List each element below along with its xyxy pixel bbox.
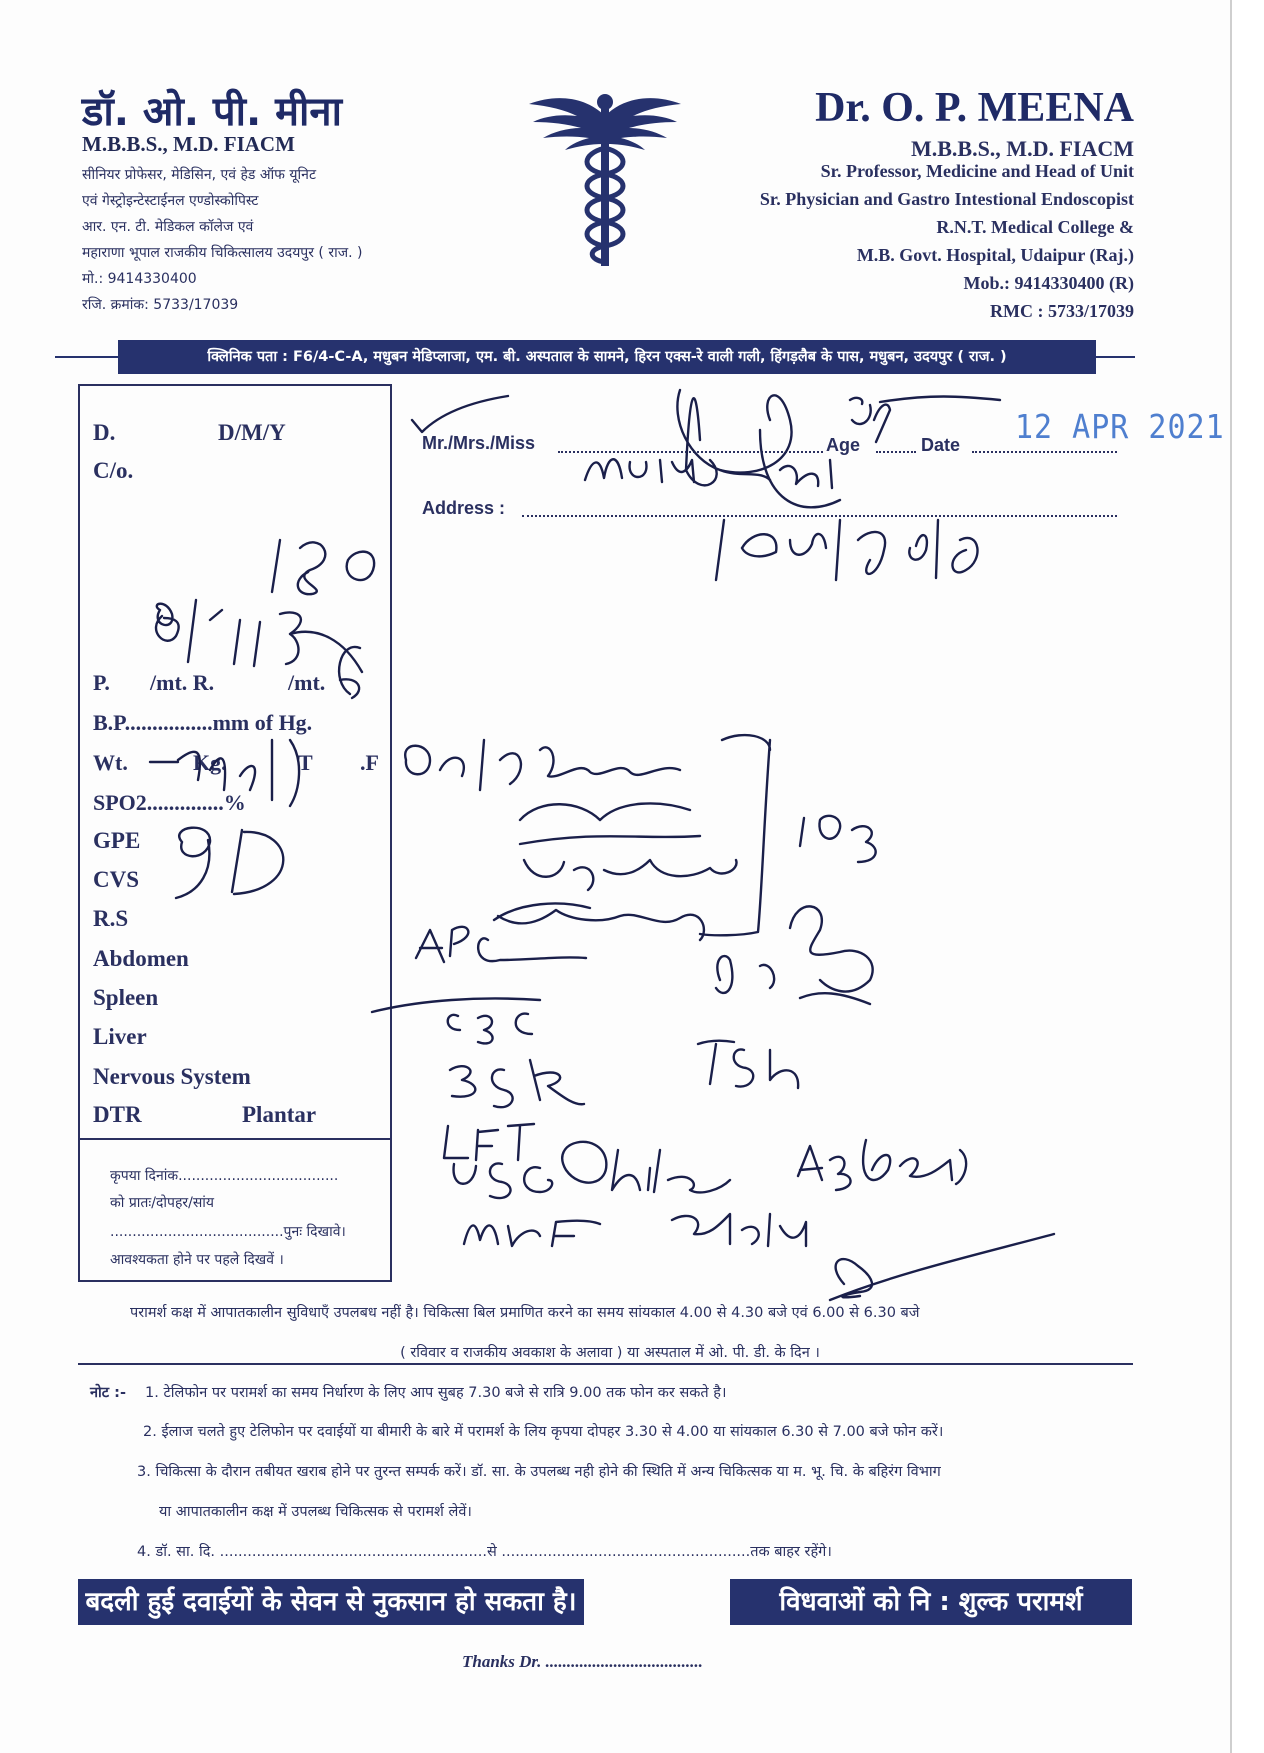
dtr-label: DTR — [93, 1102, 142, 1127]
d-label: D. — [93, 420, 116, 445]
age-label: Age — [826, 435, 861, 455]
plantar-label: Plantar — [242, 1102, 317, 1127]
abdomen-label: Abdomen — [93, 946, 189, 971]
followup-early-line: आवश्यकता होने पर पहले दिखवें । — [110, 1252, 284, 1268]
emergency-notice-line2: ( रविवार व राजकीय अवकाश के अलावा ) या अस्पताल में ओ. पी. डी. के दिन । — [400, 1345, 820, 1361]
note-3: 3. चिकित्सा के दौरान तबीयत खराब होने पर तुरन्त सम्पर्क करें। डॉ. सा. के उपलब्ध नही होने की स्थिति में अन्य चिकित्सक या म. भू. चि. के बहिरंग विभाग — [137, 1464, 941, 1480]
rs-label: R.S — [93, 906, 129, 931]
weight-label: Wt. — [93, 750, 128, 775]
emergency-notice-line1: परामर्श कक्ष में आपातकालीन सुविधाएँ उपलबध नहीं है। चिकित्सा बिल प्रमाणित करने का समय सांयकाल 4.00 से 4.30 बजे एवं 6.00 से 6.30 बजे — [130, 1305, 920, 1321]
hindi-registration: रजि. क्रमांक: 5733/17039 — [82, 297, 239, 313]
pulse-label: P. — [93, 670, 110, 695]
footer-rule — [78, 1363, 1133, 1365]
clinic-address-banner: क्लिनिक पता : F6/4-C-A, मधुबन मेडिप्लाजा, एम. बी. अस्पताल के सामने, हिरन एक्स-रे वाली गली, हिंगड़लैब के पास, मधुबन, उदयपुर ( राज. ) — [118, 340, 1096, 374]
thanks-dr-line: Thanks Dr. ..................................... — [462, 1652, 703, 1671]
hindi-line: महाराणा भूपाल राजकीय चिकित्सालय उदयपुर ( राज. ) — [82, 245, 363, 261]
date-label: Date — [921, 435, 961, 455]
hindi-doctor-name: डॉ. ओ. पी. मीना — [82, 89, 342, 135]
widow-free-consultation: विधवाओं को नि : शुल्क परामर्श — [730, 1579, 1132, 1625]
english-line: Sr. Professor, Medicine and Head of Unit — [820, 161, 1134, 181]
english-line: Sr. Physician and Gastro Intestional Endoscopist — [759, 189, 1134, 209]
pulse-unit: /mt. R. — [150, 670, 215, 695]
warning-changed-medicines: बदली हुई दवाईयों के सेवन से नुकसान हो सकता है। — [78, 1579, 584, 1625]
spo2-label: SPO2..............% — [93, 790, 246, 815]
note-2: 2. ईलाज चलते हुए टेलिफोन पर दवाईयों या बीमारी के बारे में परामर्श के लिय कृपया दोपहर 3.30 से 4.00 या सांयकाल 6.30 से 7.00 बजे फोन करें। — [143, 1424, 944, 1440]
english-doctor-name: Dr. O. P. MEENA — [815, 85, 1134, 131]
english-doctor-degree: M.B.B.S., M.D. FIACM — [910, 136, 1134, 161]
followup-time-line: को प्रातः/दोपहर/सांय — [110, 1195, 215, 1211]
kg-label: Kg. — [193, 750, 227, 775]
followup-date-line: कृपया दिनांक.................................... — [110, 1168, 339, 1184]
english-line: M.B. Govt. Hospital, Udaipur (Raj.) — [856, 245, 1134, 265]
note-prefix: नोट :- — [90, 1385, 126, 1401]
note-4: 4. डॉ. सा. दि. ..........................................................से ......................................................तक बाहर रहेंगे। — [137, 1544, 832, 1560]
fahrenheit-label: .F — [360, 750, 379, 775]
nervous-system-label: Nervous System — [93, 1064, 251, 1089]
hindi-phone: मो.: 9414330400 — [82, 271, 197, 287]
note-3-continued: या आपातकालीन कक्ष में उपलब्ध चिकित्सक से परामर्श लेवें। — [159, 1504, 472, 1520]
english-line: R.N.T. Medical College & — [936, 217, 1134, 237]
followup-revisit-line: .......................................पुनः दिखावे। — [110, 1224, 346, 1240]
date-stamp: 12 APR 2021 — [1015, 408, 1225, 447]
hindi-line: आर. एन. टी. मेडिकल कॉलेज एवं — [82, 219, 254, 235]
cvs-label: CVS — [93, 867, 140, 892]
complaint-label: C/o. — [93, 458, 134, 483]
english-phone: Mob.: 9414330400 (R) — [963, 273, 1134, 293]
spleen-label: Spleen — [93, 985, 159, 1010]
note-1: 1. टेलिफोन पर परामर्श का समय निर्धारण के लिए आप सुबह 7.30 बजे से रात्रि 9.00 तक फोन कर सकते है। — [145, 1385, 727, 1401]
hindi-line: सीनियर प्रोफेसर, मेडिसिन, एवं हेड ऑफ यूनिट — [82, 167, 316, 183]
bp-label: B.P................mm of Hg. — [93, 710, 313, 735]
resp-unit: /mt. — [288, 670, 326, 695]
temp-label: T — [298, 750, 313, 775]
patient-name-label: Mr./Mrs./Miss — [422, 433, 536, 453]
address-label: Address : — [422, 498, 506, 518]
hindi-doctor-degree: M.B.B.S., M.D. FIACM — [82, 132, 295, 156]
liver-label: Liver — [93, 1024, 147, 1049]
hindi-line: एवं गेस्ट्रोइन्टेस्टाईनल एण्डोस्कोपिस्ट — [82, 193, 259, 209]
dmy-label: D/M/Y — [218, 420, 286, 445]
gpe-label: GPE — [93, 828, 141, 853]
english-registration: RMC : 5733/17039 — [990, 301, 1134, 321]
